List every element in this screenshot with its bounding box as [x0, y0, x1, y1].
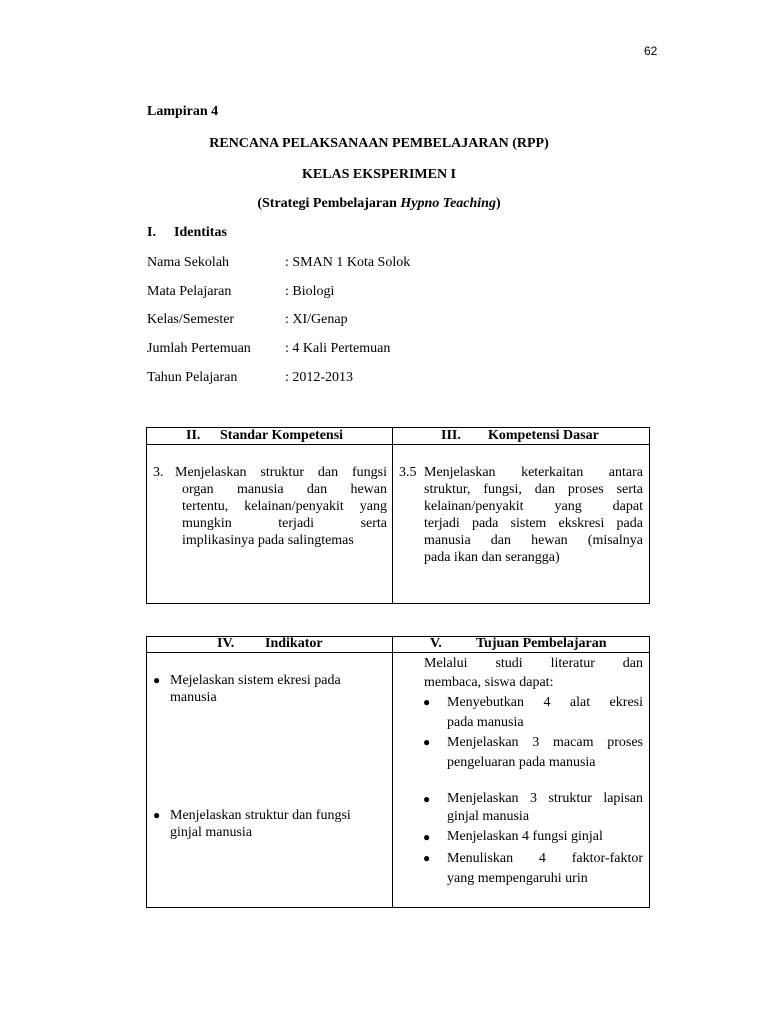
table-header-num: III.: [441, 428, 461, 443]
table-header-num: V.: [430, 636, 442, 651]
objective-line: pengeluaran pada manusia: [447, 755, 596, 770]
identity-value: : 2012-2013: [285, 370, 354, 385]
sk-line: organ manusia dan hewan: [182, 482, 387, 497]
table-header-kompetensi: Kompetensi Dasar: [488, 428, 599, 443]
identity-value: : Biologi: [285, 284, 335, 299]
kd-line: struktur, fungsi, dan proses serta: [424, 482, 643, 497]
appendix-label: Lampiran 4: [147, 104, 219, 119]
indicator-line: ginjal manusia: [170, 825, 253, 840]
table-header-divider: [146, 652, 650, 653]
bullet-icon: ●: [153, 673, 161, 687]
objective-item: [447, 693, 643, 733]
identity-label: Tahun Pelajaran: [147, 370, 238, 385]
kd-line: manusia dan hewan (misalnya: [424, 533, 643, 548]
table-header-standar: Standar Kompetensi: [220, 428, 344, 443]
objective-line: Menjelaskan 3 macam proses: [447, 735, 643, 750]
objectives-intro: [424, 654, 643, 692]
table-divider: [392, 427, 393, 604]
table-header-indikator: Indikator: [265, 636, 323, 651]
identity-value: : XI/Genap: [285, 312, 348, 327]
table-header-divider: [146, 444, 650, 445]
sk-line: Menjelaskan struktur dan fungsi: [175, 465, 387, 480]
kd-line: kelainan/penyakit yang dapat: [424, 499, 643, 514]
sk-number: 3.: [153, 465, 164, 480]
objective-line: Menjelaskan 3 struktur lapisan: [447, 791, 643, 806]
indicator-line: Mejelaskan sistem ekresi pada: [170, 673, 341, 688]
identity-value: : SMAN 1 Kota Solok: [285, 255, 411, 270]
class-title: KELAS EKSPERIMEN I: [301, 167, 457, 182]
objective-line: ginjal manusia: [447, 809, 530, 824]
bullet-icon: ●: [423, 792, 431, 806]
strategy-title: [0, 196, 763, 212]
sk-line: tertentu, kelainan/penyakit yang: [182, 499, 387, 514]
table-header-num: II.: [186, 428, 201, 443]
objective-item: [447, 790, 643, 826]
strategy-suffix: ): [495, 196, 501, 211]
objective-line: Menjelaskan 4 fungsi ginjal: [447, 829, 603, 844]
kd-line: Menjelaskan keterkaitan antara: [424, 465, 643, 480]
strategy-prefix: (Strategi Pembelajaran: [257, 196, 401, 211]
indicator-line: Menjelaskan struktur dan fungsi: [170, 808, 351, 823]
bullet-icon: ●: [423, 851, 431, 865]
kd-number: 3.5: [399, 465, 417, 480]
document-title: RENCANA PELAKSANAAN PEMBELAJARAN (RPP): [209, 136, 549, 151]
objective-line: Menyebutkan 4 alat ekresi: [447, 695, 643, 710]
kd-text: [424, 464, 643, 566]
identity-heading: Identitas: [174, 225, 227, 240]
table-header-tujuan: Tujuan Pembelajaran: [476, 636, 607, 651]
bullet-icon: ●: [423, 735, 431, 749]
indicator-item: [170, 672, 341, 706]
kd-line: pada ikan dan serangga): [424, 550, 560, 565]
sk-line: mungkin terjadi serta: [182, 516, 387, 531]
identity-label: Jumlah Pertemuan: [147, 341, 251, 356]
bullet-icon: ●: [423, 830, 431, 844]
sk-text: [175, 464, 387, 549]
objective-item: [447, 828, 643, 846]
identity-heading-num: I.: [147, 225, 156, 240]
identity-label: Mata Pelajaran: [147, 284, 232, 299]
objective-line: yang mempengaruhi urin: [447, 871, 588, 886]
objective-item: [447, 733, 643, 773]
identity-label: Nama Sekolah: [147, 255, 230, 270]
sk-line: implikasinya pada salingtemas: [182, 533, 354, 548]
kd-line: terjadi pada sistem ekskresi pada: [424, 516, 643, 531]
objective-item: [447, 849, 643, 889]
bullet-icon: ●: [153, 808, 161, 822]
identity-label: Kelas/Semester: [147, 312, 235, 327]
intro-line: membaca, siswa dapat:: [424, 675, 554, 690]
indicator-item: [170, 807, 351, 841]
page-number: 62: [644, 44, 658, 58]
objective-line: pada manusia: [447, 715, 524, 730]
bullet-icon: ●: [423, 695, 431, 709]
intro-line: Melalui studi literatur dan: [424, 656, 643, 671]
table-divider: [392, 636, 393, 908]
indicator-line: manusia: [170, 690, 217, 705]
identity-value: : 4 Kali Pertemuan: [285, 341, 391, 356]
table-header-num: IV.: [217, 636, 235, 651]
objective-line: Menuliskan 4 faktor-faktor: [447, 851, 643, 866]
strategy-italic: Hypno Teaching: [400, 196, 496, 211]
